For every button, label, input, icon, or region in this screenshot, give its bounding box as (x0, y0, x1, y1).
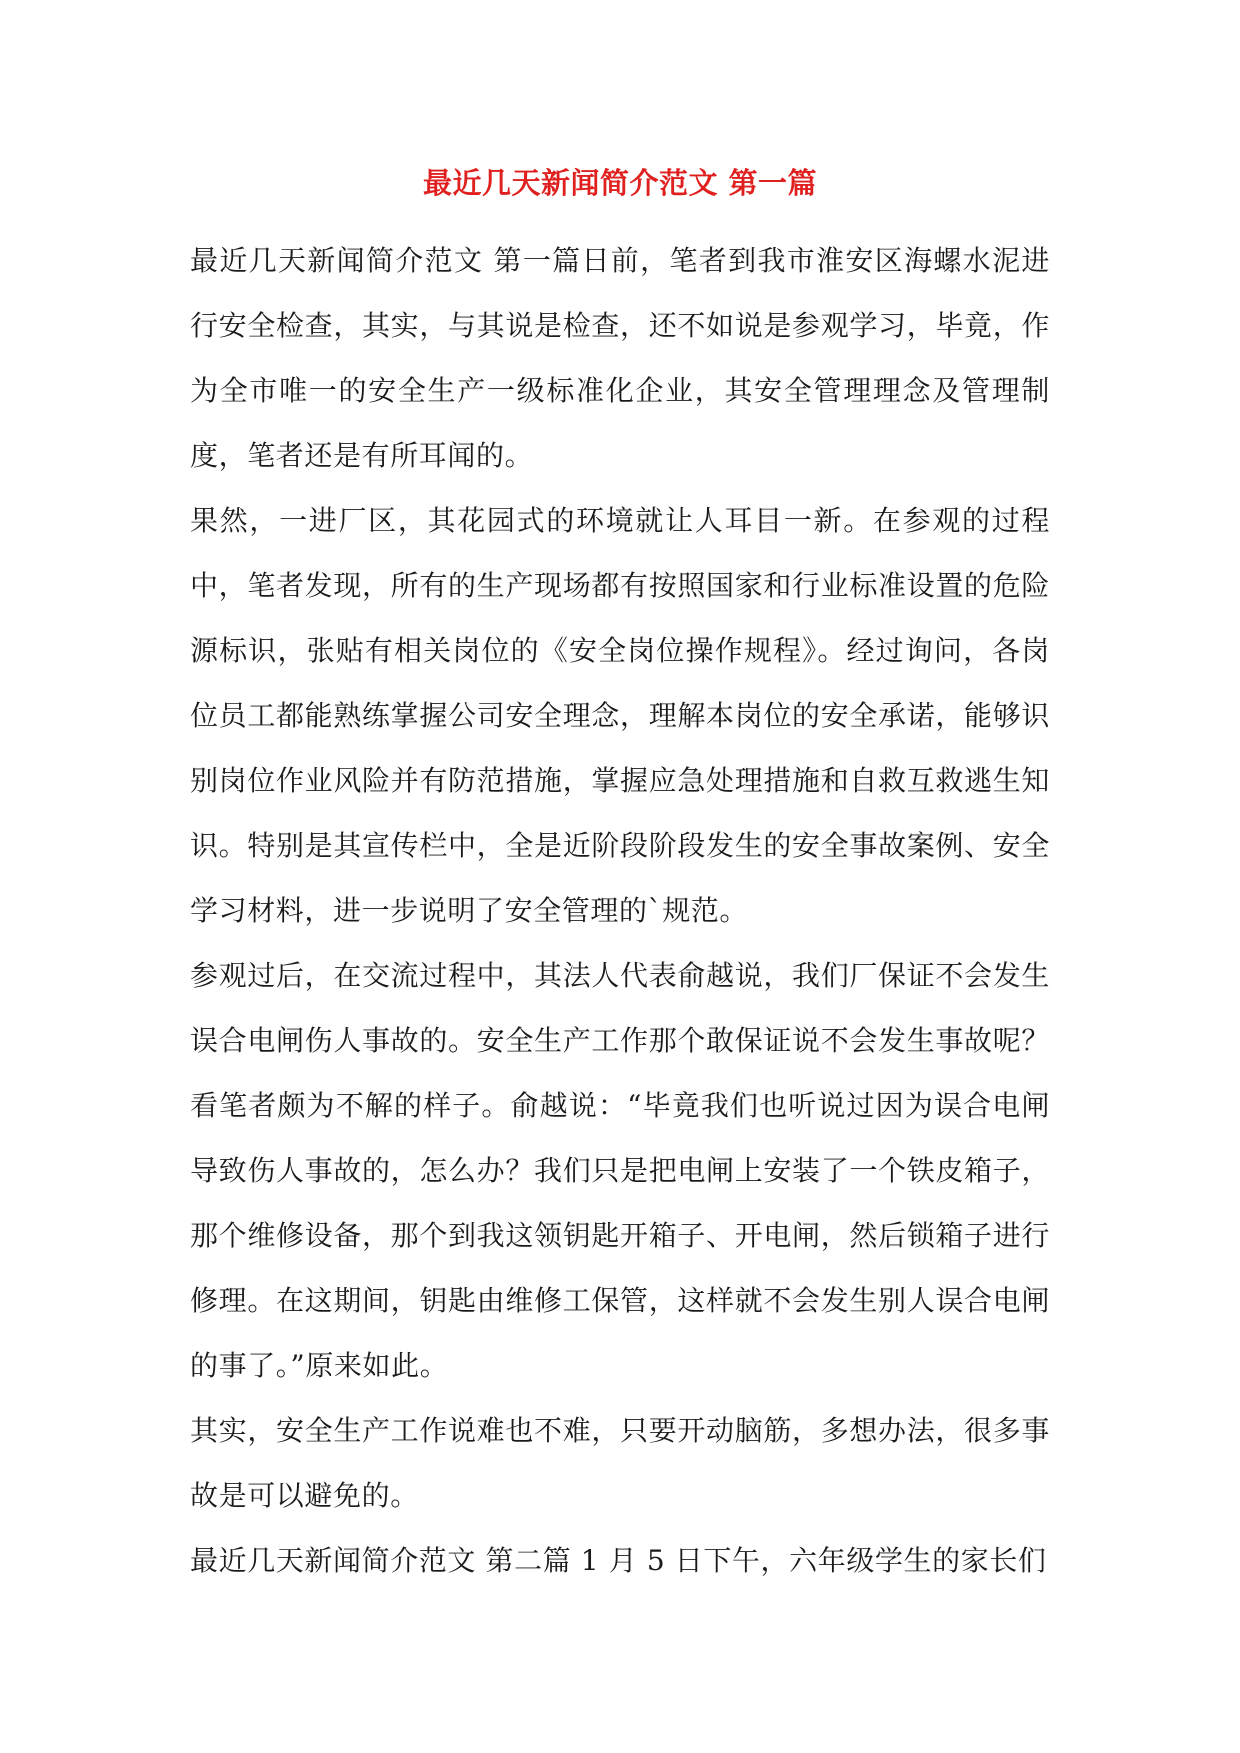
document-body (190, 228, 1050, 1593)
paragraph-2: 果然，一进厂区，其花园式的环境就让人耳目一新。在参观的过程中，笔者发现，所有的生产现场都有按照国家和行业标准设置的危险源标识，张贴有相关岗位的《安全岗位操作规程》。经过询问，各岗位员工都能熟练掌握公司安全理念，理解本岗位的安全承诺，能够识别岗位作业风险并有防范措施，掌握应急处理措施和自救互救逃生知识。特别是其宣传栏中，全是近阶段阶段发生的安全事故案例、安全学习材料，进一步说明了安全管理的`规范。 (190, 504, 1050, 927)
paragraph-1: 最近几天新闻简介范文 第一篇日前，笔者到我市淮安区海螺水泥进行安全检查，其实，与其说是检查，还不如说是参观学习，毕竟，作为全市唯一的安全生产一级标准化企业，其安全管理理念及管理制度，笔者还是有所耳闻的。 (190, 244, 1050, 472)
document-title: 最近几天新闻简介范文 第一篇 (422, 166, 818, 200)
paragraph-3: 参观过后，在交流过程中，其法人代表俞越说，我们厂保证不会发生误合电闸伤人事故的。安全生产工作那个敢保证说不会发生事故呢？看笔者颇为不解的样子。俞越说：“毕竟我们也听说过因为误合电闸导致伤人事故的，怎么办？我们只是把电闸上安装了一个铁皮箱子，那个维修设备，那个到我这领钥匙开箱子、开电闸，然后锁箱子进行修理。在这期间，钥匙由维修工保管，这样就不会发生别人误合电闸的事了。”原来如此。 (190, 959, 1050, 1382)
paragraph-4: 其实，安全生产工作说难也不难，只要开动脑筋，多想办法，很多事故是可以避免的。 (190, 1414, 1050, 1512)
paragraph-5: 最近几天新闻简介范文 第二篇 1 月 5 日下午，六年级学生的家长们 (190, 1544, 1047, 1577)
